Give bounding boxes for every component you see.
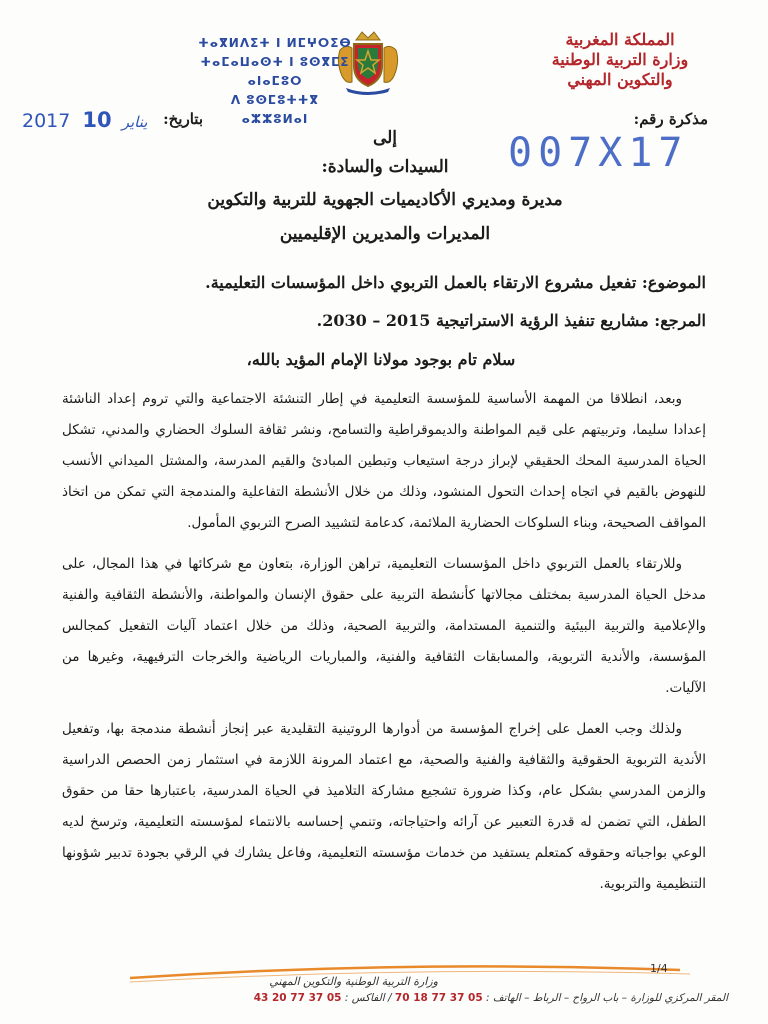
memo-body bbox=[62, 384, 706, 910]
body-paragraph: وللارتقاء بالعمل التربوي داخل المؤسسات التعليمية، تراهن الوزارة، بتعاون مع شركائها في هذا المجال، على مدخل الحياة المدرسية بمختلف مجالاتها كأنشطة التربية على حقوق الإنسان والمواطنة، والأنشطة الثقافية والفنية والإعلامية والتربية البيئية والتنمية المستدامة، والتربية الصحية، وذلك من خلال اعتماد آليات التفعيل كمجالس المؤسسة، والأندية التربوية، والمسابقات الثقافية والفنية، والمباريات الرياضية والخرجات الترفيهية، وغيرها من الآليات. bbox=[62, 556, 706, 696]
footer-ministry-name: وزارة التربية الوطنية والتكوين المهني bbox=[269, 975, 438, 988]
memo-number-stamp: 007X17 bbox=[508, 130, 689, 176]
date-stamp bbox=[22, 108, 151, 132]
page-number: 1/4 bbox=[650, 962, 668, 975]
greeting: سلام تام بوجود مولانا الإمام المؤيد بالله، bbox=[246, 350, 516, 369]
footer-address bbox=[128, 992, 728, 1004]
footer-fax-label: / الفاكس : bbox=[344, 992, 392, 1004]
addressee-line-1: مديرة ومديري الأكاديميات الجهوية للتربية والتكوين bbox=[207, 190, 563, 210]
ministry-tf-line: ⵜⴰⵎⴰⵡⴰⵙⵜ ⵏ ⵓⵙⴳⵎⵉ ⴰⵏⴰⵎⵓⵔ bbox=[200, 55, 350, 88]
reference-line: المرجع: مشاريع تنفيذ الرؤية الاستراتيجية 2015 – 2030. bbox=[316, 311, 706, 330]
subject-line: الموضوع: تفعيل مشروع الارتقاء بالعمل التربوي داخل المؤسسات التعليمية. bbox=[205, 273, 706, 292]
body-paragraph: ولذلك وجب العمل على إخراج المؤسسة من أدوارها الروتينية التقليدية عبر إنجاز أنشطة مندمجة بها، وتفعيل الأندية التربوية الحقوقية والثقافية والفنية والصحية، مع اعتماد المرونة اللازمة في استثمار زمن الحصص الدراسية والزمن المدرسي بشكل عام، وكذا ضرورة تشجيع مشاركة التلاميذ في الحياة المدرسية، باعتبارها حقا من حقوق الطفل، التي تضمن له قدرة التعبير عن آرائه واحتياجاته، وتنمي إحساسه بالانتماء لمؤسسته التعليمية، وترسخ لديه الوعي بواجباته وحقوقه كمتعلم يستفيد من خدمات مؤسسته التعليمية، وفاعل يشارك في الرقي بجودة تدبير شؤونها التنظيمية والتربوية. bbox=[62, 721, 706, 892]
ministry-ar-line: المملكة المغربية bbox=[565, 30, 675, 49]
footer-fax: 05 37 77 20 43 bbox=[253, 992, 342, 1004]
ministry-tf-line: ⴷ ⵓⵙⵎⵓⵜⵜⴳ ⴰⵣⵣⵓⵍⴰⵏ bbox=[230, 93, 320, 126]
addressee-title: السيدات والسادة: bbox=[321, 157, 449, 177]
ministry-name-arabic bbox=[530, 30, 710, 90]
addressee-to: إلى bbox=[372, 128, 398, 148]
date-month: يناير bbox=[121, 113, 148, 131]
ministry-ar-line: وزارة التربية الوطنية bbox=[551, 50, 689, 69]
date-label: بتاريخ: bbox=[163, 110, 203, 128]
addressee-line-2: المديرات والمديرين الإقليميين bbox=[279, 224, 491, 244]
memo-number-label: مذكرة رقم: bbox=[633, 110, 708, 128]
ministry-ar-line: والتكوين المهني bbox=[567, 70, 673, 89]
footer-phone: 05 37 77 18 70 bbox=[394, 992, 483, 1004]
footer-address-text: المقر المركزي للوزارة – باب الرواح – الرباط – الهاتف : bbox=[486, 992, 728, 1004]
date-year: 2017 bbox=[22, 110, 71, 132]
body-paragraph: وبعد، انطلاقا من المهمة الأساسية للمؤسسة التعليمية في إطار التنشئة الاجتماعية والتي تروم إعداد الناشئة إعدادا سليما، وتربيتهم على قيم المواطنة والديموقراطية والتسامح، ونشر ثقافة السلوك الحضاري والمدني، تشكل الحياة المدرسية المحك الحقيقي لإبراز درجة استيعاب وتبطين المبادئ والقيم المدرسة، والمشتل الميداني الأنسب للنهوض بالقيم في اتجاه إحداث التحول المنشود، وذلك من خلال الأنشطة التفاعلية والمندمجة التي تمكن من اتخاذ المواقف الصحيحة، وبناء السلوكات الحضارية الملائمة، كدعامة لتشييد الصرح التربوي المأمول. bbox=[62, 391, 706, 531]
ministry-tf-line: ⵜⴰⴳⵍⴷⵉⵜ ⵏ ⵍⵎⵖⵔⵉⴱ bbox=[198, 36, 352, 50]
date-day: 10 bbox=[82, 108, 112, 132]
